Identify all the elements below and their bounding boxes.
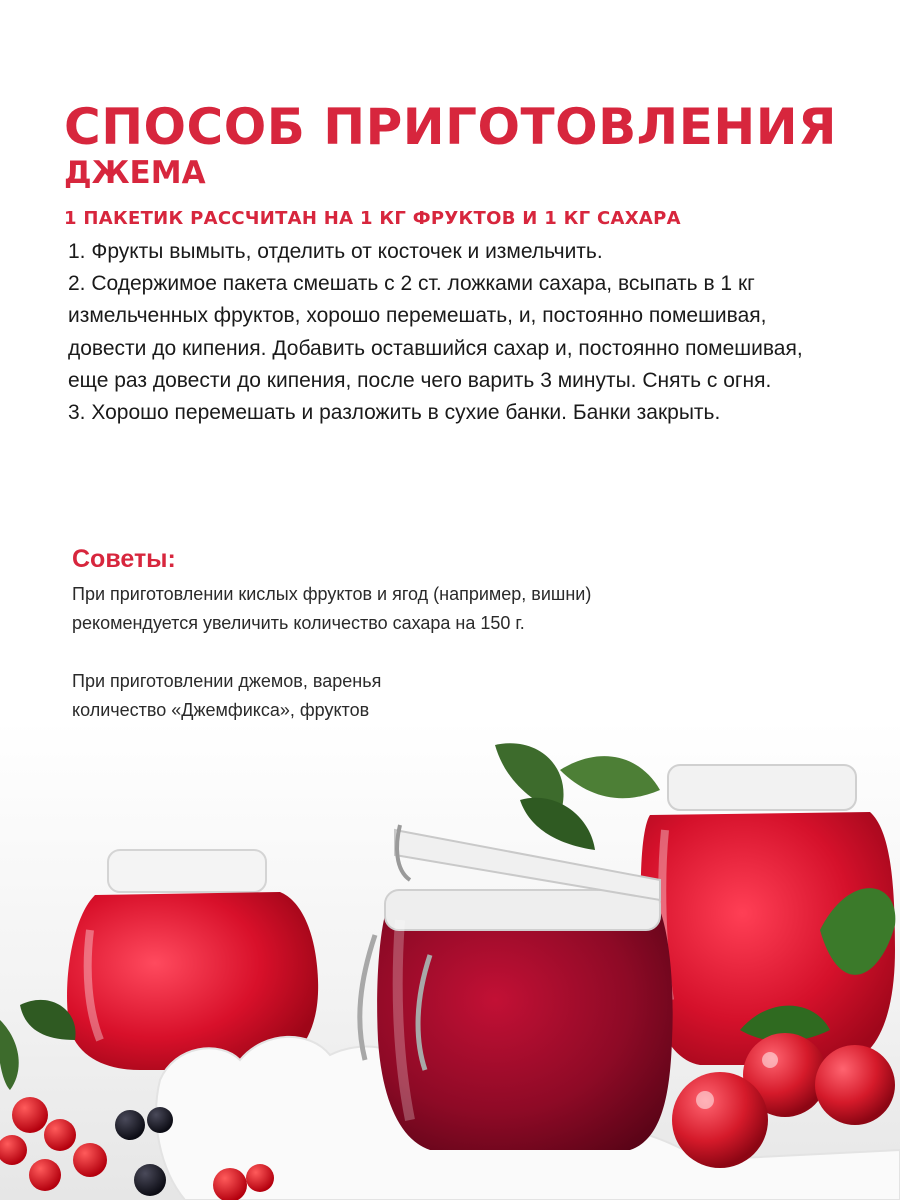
instruction-step-3: 3. Хорошо перемешать и разложить в сухие банки. Банки закрыть.	[68, 401, 721, 425]
page-title: СПОСОБ ПРИГОТОВЛЕНИЯ	[64, 98, 838, 156]
tip-2-line-2: количество «Джемфикса», фруктов	[72, 700, 370, 720]
instructions-list	[68, 236, 838, 429]
instruction-step-1: 1. Фрукты вымыть, отделить от косточек и измельчить.	[68, 240, 603, 263]
page-subtitle: 1 ПАКЕТИК РАССЧИТАН НА 1 КГ ФРУКТОВ И 1 КГ САХАРА	[64, 208, 681, 229]
tips-spacer	[72, 638, 792, 667]
instruction-step-2: 2. Содержимое пакета смешать с 2 ст. ложками сахара, всыпать в 1 кг измельченных фруктов, хорошо перемешать, и, постоянно помешивая, довести до кипения. Добавить оставшийся сахар и, постоянно помешивая, еще раз довести до кипения, после чего варить 3 минуты. Снять с огня.	[68, 272, 803, 392]
jam-jars-photo	[0, 720, 900, 1200]
page-title-second-line: ДЖЕМА	[64, 155, 206, 191]
tips-heading: Советы:	[72, 545, 176, 573]
tip-1-line-1: При приготовлении кислых фруктов и ягод (например, вишни)	[72, 584, 592, 604]
tip-2-line-1: При приготовлении джемов, варенья	[72, 671, 382, 691]
tip-1-line-2: рекомендуется увеличить количество сахара на 150 г.	[72, 613, 525, 633]
